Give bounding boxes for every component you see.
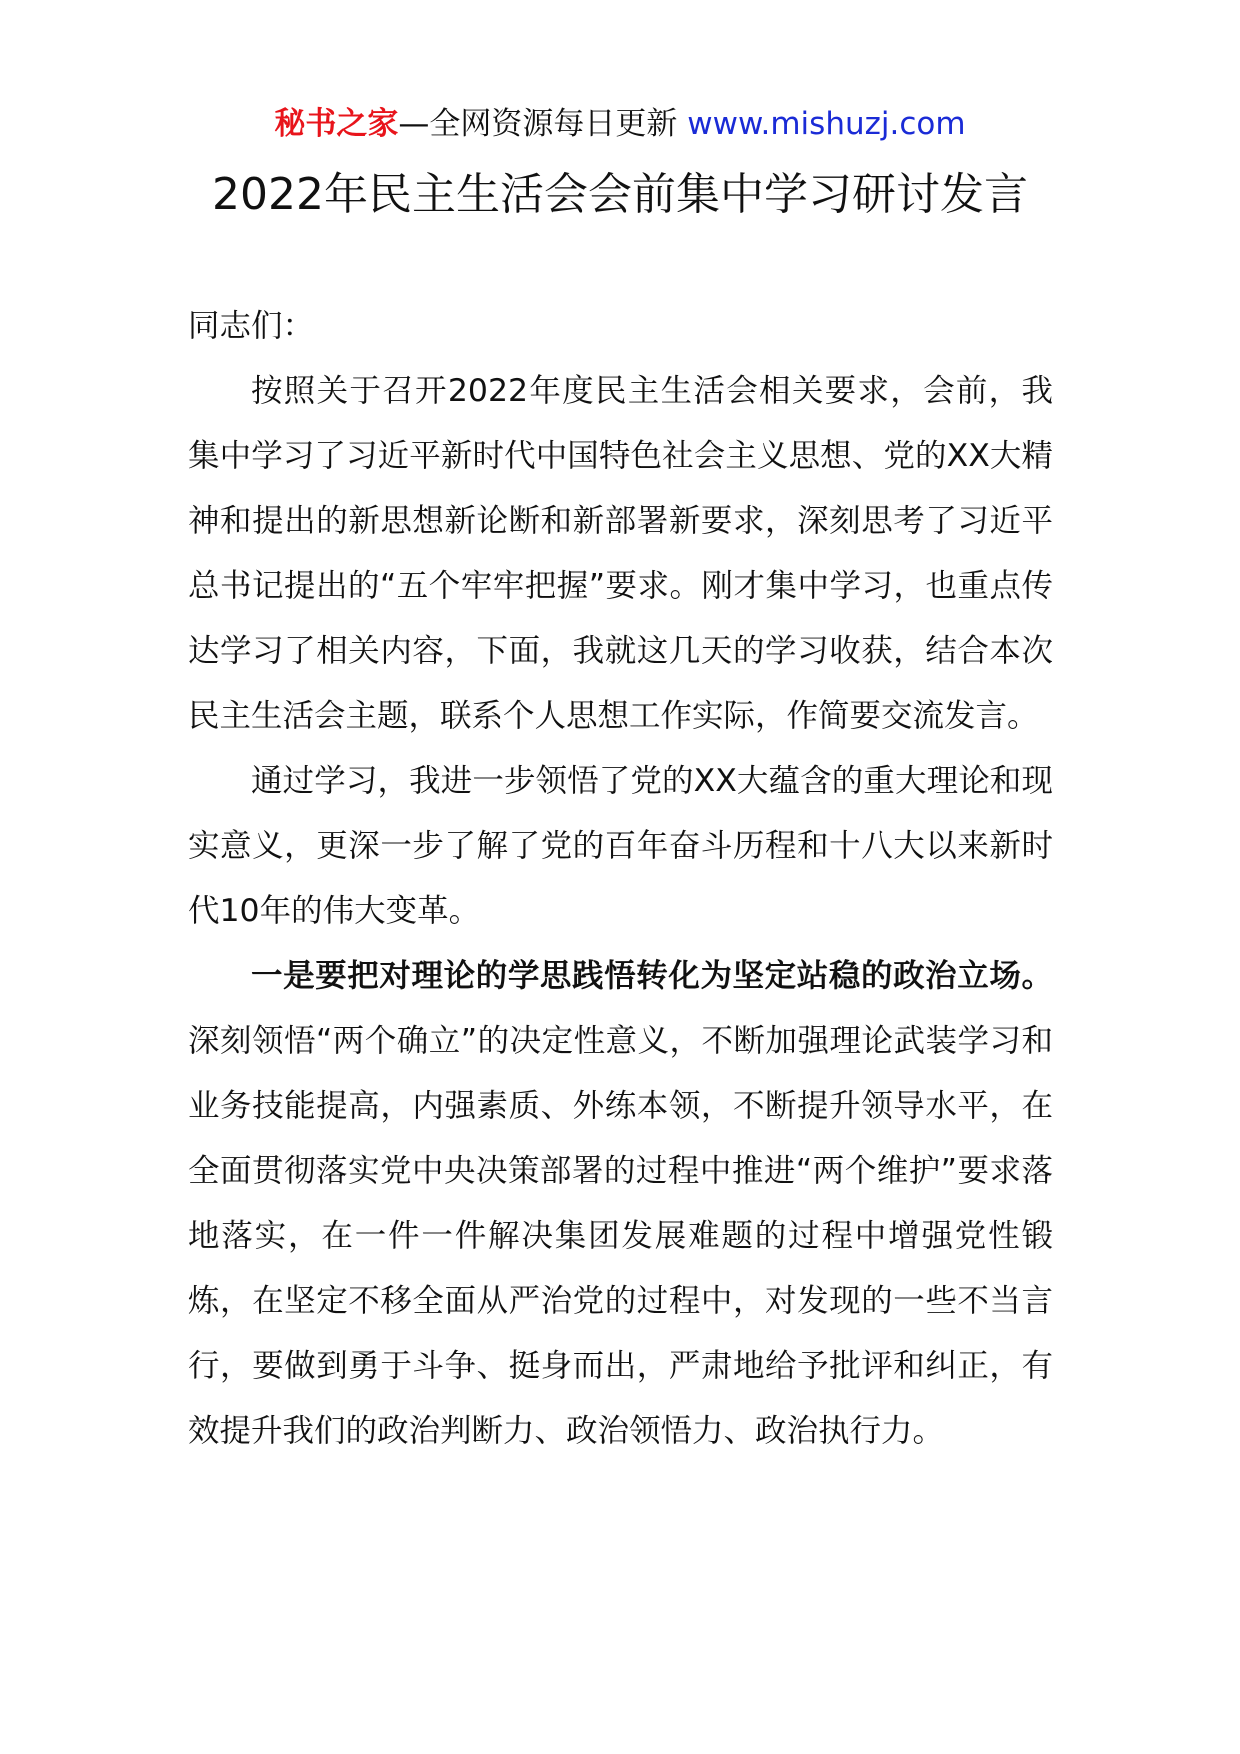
- brand-name: 秘书之家: [274, 106, 399, 142]
- paragraph-lead: 一是要把对理论的学思践悟转化为坚定站稳的政治立场。: [251, 958, 1053, 994]
- greeting: 同志们：: [188, 308, 315, 344]
- paragraph-text: 按照关于召开2022年度民主生活会相关要求，会前，我集中学习了习近平新时代中国特色社会主义思想、党的XX大精神和提出的新思想新论断和新部署新要求，深刻思考了习近平总书记提出的“五个牢牢把握”要求。刚才集中学习，也重点传达学习了相关内容，下面，我就这几天的学习收获，结合本次民主生活会主题，联系个人思想工作实际，作简要交流发言。: [188, 373, 1053, 734]
- document-body: [188, 294, 1053, 1464]
- paragraph: [188, 944, 1053, 1464]
- site-header: [0, 102, 1240, 146]
- document-title: 2022年民主生活会会前集中学习研讨发言: [212, 169, 1028, 220]
- site-slogan: —全网资源每日更新: [398, 106, 678, 142]
- paragraph-text: 通过学习，我进一步领悟了党的XX大蕴含的重大理论和现实意义，更深一步了解了党的百年奋斗历程和十八大以来新时代10年的伟大变革。: [188, 763, 1053, 929]
- paragraph: [188, 359, 1053, 749]
- site-url-link[interactable]: www.mishuzj.com: [687, 106, 966, 142]
- paragraph: [188, 749, 1053, 944]
- paragraph-text: 深刻领悟“两个确立”的决定性意义，不断加强理论武装学习和业务技能提高，内强素质、外练本领，不断提升领导水平，在全面贯彻落实党中央决策部署的过程中推进“两个维护”要求落地落实，在一件一件解决集团发展难题的过程中增强党性锻炼，在坚定不移全面从严治党的过程中，对发现的一些不当言行，要做到勇于斗争、挺身而出，严肃地给予批评和纠正，有效提升我们的政治判断力、政治领悟力、政治执行力。: [188, 1023, 1053, 1449]
